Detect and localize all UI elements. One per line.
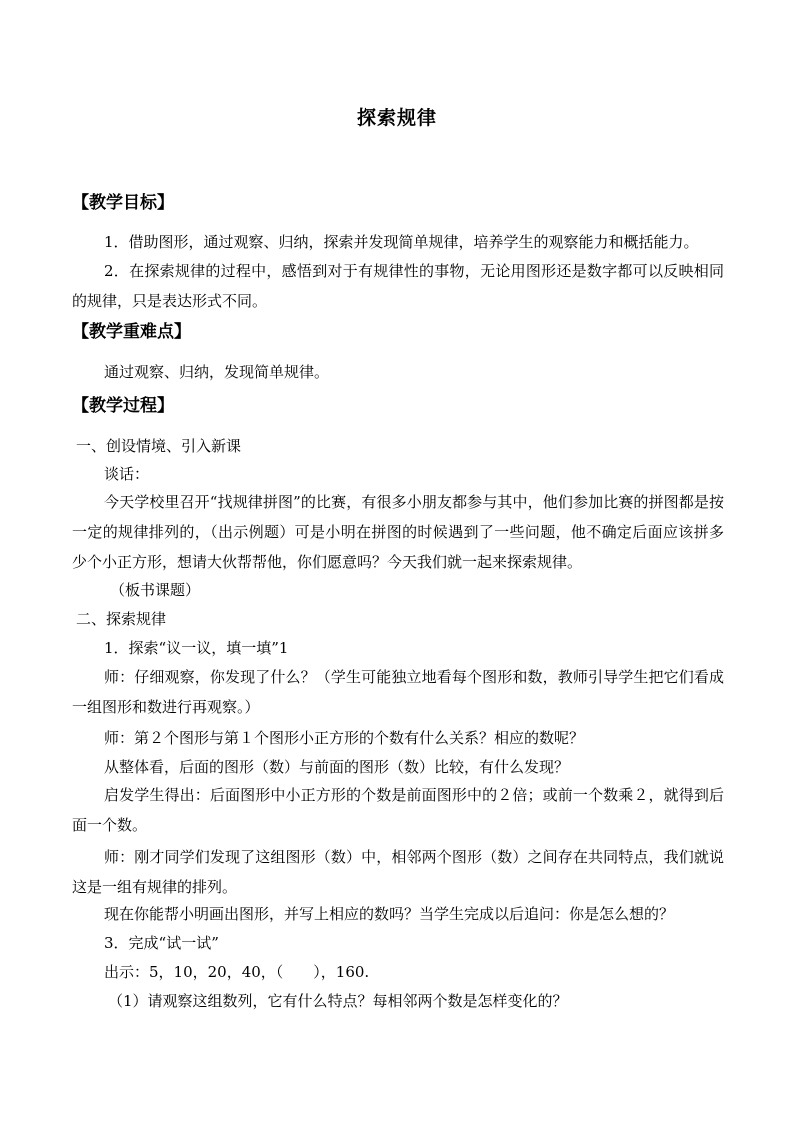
page-title: 探索规律 <box>356 107 437 129</box>
process-heading: 【教学过程】 <box>72 396 174 416</box>
show-sequence: 出示：5，10，20，40，（ ），160. <box>104 963 370 981</box>
step1: 1．探索“议一议，填一填”1 <box>104 639 289 657</box>
talk-text: 今天学校里召开“找规律拼图”的比赛，有很多小朋友都参与其中，他们参加比赛的拼图都是按一定的规律排列的，（出示例题）可是小明在拼图的时候遇到了一些问题，他不确定后面应该拼多少个小正方形，想请大伙帮帮他，你们愿意吗？今天我们就一起来探索规律。 <box>72 493 724 571</box>
board-note: （板书课题） <box>110 581 201 599</box>
goal-2: 2．在探索规律的过程中，感悟到对于有规律性的事物，无论用图形还是数字都可以反映相同的规律，只是表达形式不同。 <box>72 262 724 310</box>
key-heading: 【教学重难点】 <box>72 322 191 342</box>
whole-view: 从整体看，后面的图形（数）与前面的图形（数）比较，有什么发现？ <box>104 758 570 776</box>
question1: （1）请观察这组数列，它有什么特点？每相邻两个数是怎样变化的？ <box>108 992 568 1010</box>
inspire: 启发学生得出：后面图形中小正方形的个数是前面图形中的２倍；或前一个数乘２，就得到后面一个数。 <box>72 786 724 834</box>
part1-title: 一、创设情境、引入新课 <box>76 437 242 455</box>
goals-heading: 【教学目标】 <box>72 193 174 213</box>
key-text: 通过观察、归纳，发现简单规律。 <box>104 363 330 381</box>
help-text: 现在你能帮小明画出图形，并写上相应的数吗？当学生完成以后追问：你是怎么想的？ <box>104 905 675 923</box>
talk-label: 谈话： <box>104 465 150 483</box>
teacher3: 师：刚才同学们发现了这组图形（数）中，相邻两个图形（数）之间存在共同特点，我们就说这是一组有规律的排列。 <box>72 848 724 896</box>
step3: 3．完成“试一试” <box>104 934 219 952</box>
part2-title: 二、探索规律 <box>76 610 167 628</box>
teacher2: 师：第２个图形与第１个图形小正方形的个数有什么关系？相应的数呢？ <box>104 729 585 747</box>
teacher1: 师：仔细观察，你发现了什么？（学生可能独立地看每个图形和数，教师引导学生把它们看成一组图形和数进行再观察。） <box>72 668 724 716</box>
goal-1: 1．借助图形，通过观察、归纳，探索并发现简单规律，培养学生的观察能力和概括能力。 <box>104 233 699 251</box>
